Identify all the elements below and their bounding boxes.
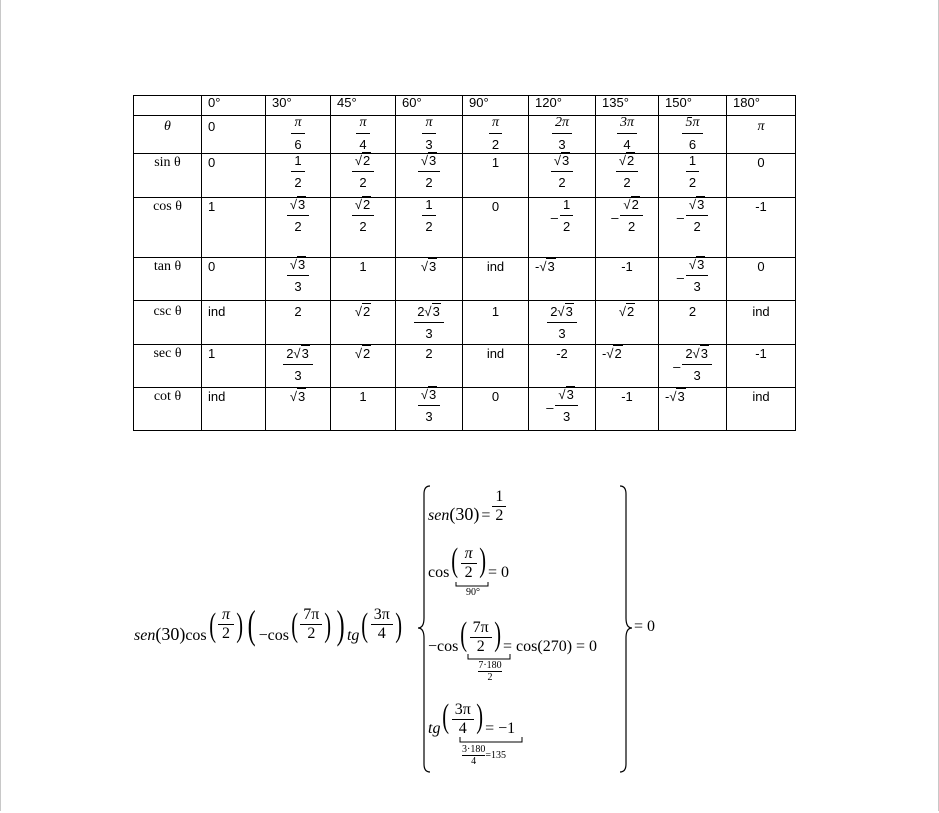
cell: 2 <box>396 345 463 388</box>
cell: – $\frac{√2}{2}$ <box>596 198 659 258</box>
cell: √2 <box>331 301 396 345</box>
cell: 0 <box>727 154 796 198</box>
header-cell: 45° <box>331 96 396 116</box>
cell: 0 <box>463 388 529 431</box>
row-label: tan θ <box>134 258 202 301</box>
cell: – $\frac{1}{2}$ <box>529 198 596 258</box>
cell: $\frac{1}{2}$ <box>659 154 727 198</box>
cell: -1 <box>596 258 659 301</box>
right-brace <box>620 486 632 772</box>
cell: -1 <box>727 198 796 258</box>
cell: 2 <box>659 301 727 345</box>
cell: 1 <box>202 345 266 388</box>
case-line-2: cos( $\frac{\pi}{2}$ ) = 0 <box>428 542 510 581</box>
header-cell: 30° <box>266 96 331 116</box>
cell: √3 <box>266 388 331 431</box>
header-cell: 0° <box>202 96 266 116</box>
cell: 0 <box>727 258 796 301</box>
cell: $\frac{5\pi}{6}$ <box>659 116 727 154</box>
cell: $\frac{√3}{3}$ <box>396 388 463 431</box>
cell: 1 <box>331 388 396 431</box>
header-cell: 150° <box>659 96 727 116</box>
cell: – $\frac{√3}{2}$ <box>659 198 727 258</box>
header-cell: 180° <box>727 96 796 116</box>
row-label: sin θ <box>134 154 202 198</box>
cell: $\frac{2√3}{3}$ <box>266 345 331 388</box>
cell: $\frac{\pi}{4}$ <box>331 116 396 154</box>
underbrace-label-7x180: 7·180 2 <box>478 660 502 683</box>
cell: – $\frac{√3}{3}$ <box>659 258 727 301</box>
cell: $\frac{√3}{2}$ <box>396 154 463 198</box>
case-line-3: −cos( $\frac{7\pi}{2}$ ) = cos(270) = 0 <box>428 616 598 655</box>
underbrace-label-3x180: $\frac{3\cdot 180}{4}$ =135 <box>462 744 506 767</box>
cell: ind <box>463 345 529 388</box>
cell: √3 <box>396 258 463 301</box>
header-cell: 135° <box>596 96 659 116</box>
cell: 0 <box>202 116 266 154</box>
cell: $\frac{2√3}{3}$ <box>529 301 596 345</box>
cell: -2 <box>529 345 596 388</box>
cell: -√2 <box>596 345 659 388</box>
cell: $\frac{√2}{2}$ <box>331 154 396 198</box>
header-cell: 90° <box>463 96 529 116</box>
equation-result: = 0 <box>634 618 656 635</box>
row-label: sec θ <box>134 345 202 388</box>
cell: √2 <box>596 301 659 345</box>
underbrace-label-90: 90° <box>466 587 480 598</box>
case-line-1: sen(30) = $\frac{1}{2}$ <box>428 488 506 525</box>
cell: ind <box>463 258 529 301</box>
equation-lhs: sen(30)cos( $\frac{\pi}{2}$ ) ( −cos( $\frac{7\pi}{2}$ ) ) tg( $\frac{3\pi}{4}$ ) <box>134 602 402 648</box>
cell: ind <box>202 388 266 431</box>
cell: $\frac{1}{2}$ <box>266 154 331 198</box>
cell: $\frac{\pi}{6}$ <box>266 116 331 154</box>
cell: $\frac{3\pi}{4}$ <box>596 116 659 154</box>
cell: – $\frac{2√3}{3}$ <box>659 345 727 388</box>
cell: 0 <box>202 154 266 198</box>
cell: $\frac{√2}{2}$ <box>331 198 396 258</box>
cell: $\frac{2\pi}{3}$ <box>529 116 596 154</box>
cell: -1 <box>596 388 659 431</box>
cell: 2 <box>266 301 331 345</box>
cell: $\frac{√2}{2}$ <box>596 154 659 198</box>
underbrace-90 <box>456 582 488 586</box>
cell: √2 <box>331 345 396 388</box>
cell: $\frac{\pi}{3}$ <box>396 116 463 154</box>
cell: 0 <box>463 198 529 258</box>
cell: ind <box>202 301 266 345</box>
row-label: csc θ <box>134 301 202 345</box>
cell: 1 <box>463 154 529 198</box>
cell: $\frac{√3}{2}$ <box>529 154 596 198</box>
cell: $\frac{√3}{2}$ <box>266 198 331 258</box>
row-label: cot θ <box>134 388 202 431</box>
cell: -√3 <box>659 388 727 431</box>
cell: 0 <box>202 258 266 301</box>
cell: 1 <box>202 198 266 258</box>
cell: – $\frac{√3}{3}$ <box>529 388 596 431</box>
row-label: cos θ <box>134 198 202 258</box>
cell: π <box>727 116 796 154</box>
cell: -√3 <box>529 258 596 301</box>
cell: ind <box>727 301 796 345</box>
header-cell: 120° <box>529 96 596 116</box>
cell: ind <box>727 388 796 431</box>
cell: $\frac{1}{2}$ <box>396 198 463 258</box>
cell: $\frac{√3}{3}$ <box>266 258 331 301</box>
cell: $\frac{2√3}{3}$ <box>396 301 463 345</box>
cell: 1 <box>331 258 396 301</box>
cell: 1 <box>463 301 529 345</box>
cell: $\frac{\pi}{2}$ <box>463 116 529 154</box>
row-label: θ <box>134 116 202 154</box>
cell: -1 <box>727 345 796 388</box>
header-cell: 60° <box>396 96 463 116</box>
case-line-4: tg( $\frac{3\pi}{4}$ ) = −1 <box>428 698 516 737</box>
